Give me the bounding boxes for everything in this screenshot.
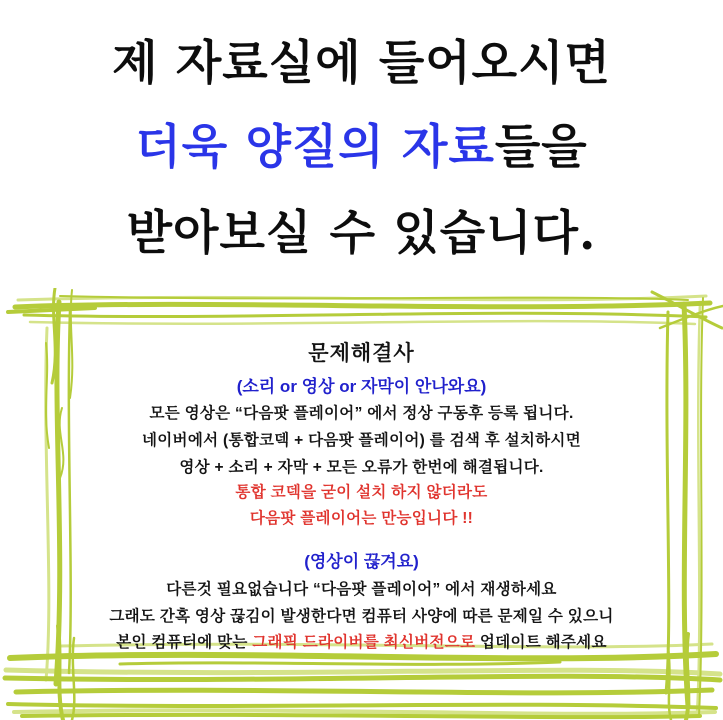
section2-line-3-black-part-2: 업데이트 해주세요 bbox=[475, 634, 607, 651]
section2-line-3-red-part: 그래픽 드라이버를 최신버전으로 bbox=[252, 634, 476, 651]
headline-line-2-blue-part: 더욱 양질의 자료 bbox=[135, 120, 495, 175]
section2-line-1: 다른것 필요없습니다 “다음팟 플레이어” 에서 재생하세요 bbox=[166, 581, 557, 598]
headline-line-2 bbox=[0, 110, 723, 177]
headline-line-2-black-part: 들을 bbox=[494, 120, 588, 175]
section1-line-1: 모든 영상은 “다음팟 플레이어” 에서 정상 구동후 등록 됩니다. bbox=[149, 405, 574, 422]
section1-line-2: 네이버에서 (통합코덱 + 다음팟 플레이어) 를 검색 후 설치하시면 bbox=[142, 432, 581, 449]
section1-red-line-2: 다음팟 플레이어는 만능입니다 !! bbox=[249, 510, 474, 527]
headline-line-1: 제 자료실에 들어오시면 bbox=[112, 36, 611, 91]
section1-red-line-1: 통합 코덱을 굳이 설치 하지 않더라도 bbox=[235, 484, 488, 501]
section2-heading: (영상이 끊겨요) bbox=[304, 552, 419, 571]
section1-line-3: 영상 + 소리 + 자막 + 모든 오류가 한번에 해결됩니다. bbox=[179, 459, 544, 476]
section1-heading: (소리 or 영상 or 자막이 안나와요) bbox=[236, 377, 487, 396]
headline-line-3: 받아보실 수 있습니다. bbox=[126, 206, 597, 261]
section2-line-3 bbox=[0, 630, 723, 652]
section2-line-2: 그래도 간혹 영상 끊김이 발생한다면 컴퓨터 사양에 따른 문제일 수 있으니 bbox=[109, 608, 614, 625]
box-title: 문제해결사 bbox=[308, 342, 415, 365]
section2-line-3-black-part-1: 본인 컴퓨터에 맞는 bbox=[116, 634, 253, 651]
